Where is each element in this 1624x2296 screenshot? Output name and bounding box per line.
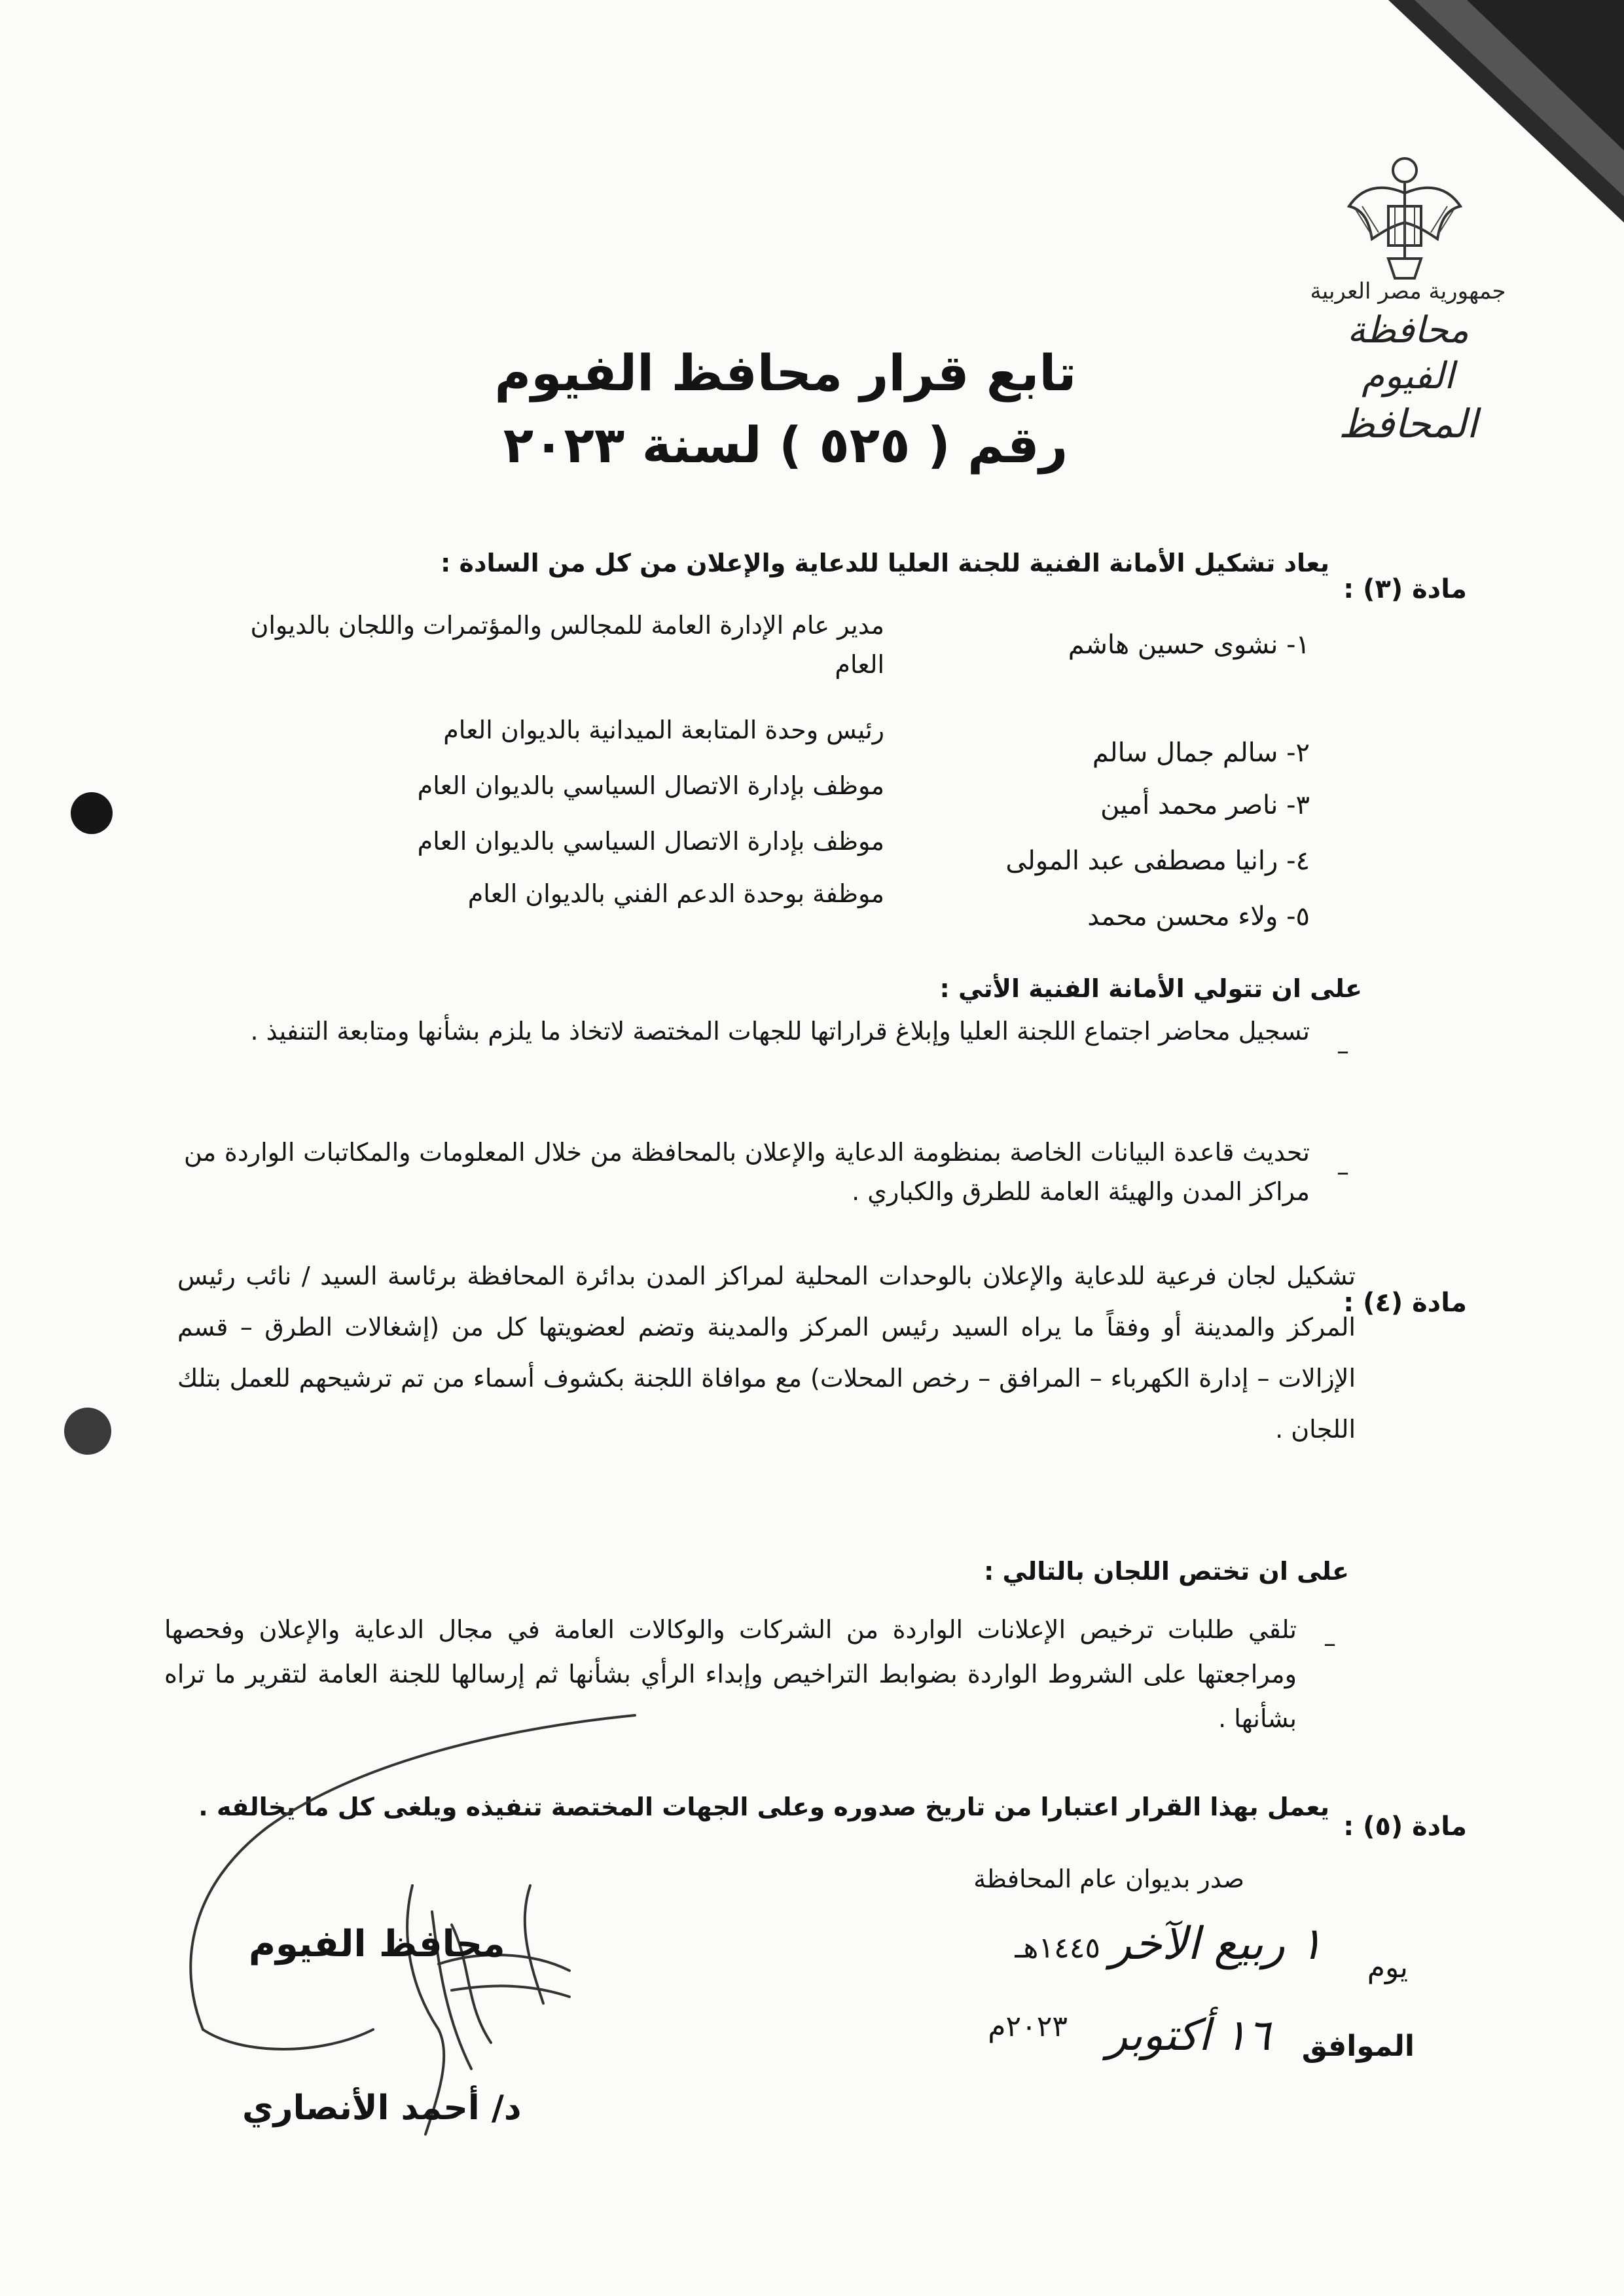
member-name: ٣- ناصر محمد أمين: [1100, 790, 1310, 820]
gregorian-date-handwritten: ١٦ أكتوبر: [1106, 2010, 1271, 2060]
article-4-duties-heading: على ان تختص اللجان بالتالي :: [984, 1557, 1349, 1586]
article-3-label: مادة (٣) :: [1343, 574, 1467, 604]
member-name: ٥- ولاء محسن محمد: [1087, 902, 1310, 932]
duty-item: تسجيل محاضر اجتماع اللجنة العليا وإبلاغ قراراتها للجهات المختصة لاتخاذ ما يلزم بشأنها ومتابعة التنفيذ .: [250, 1017, 1310, 1046]
member-role: رئيس وحدة المتابعة الميدانية بالديوان العام: [443, 716, 884, 744]
eagle-emblem-icon: [1343, 147, 1467, 285]
hijri-date-handwritten: ١ ربيع الآخر: [1110, 1918, 1323, 1970]
decree-title: تابع قرار محافظ الفيوم: [494, 344, 1077, 402]
member-role: موظف بإدارة الاتصال السياسي بالديوان العام: [417, 827, 884, 856]
member-role: موظف بإدارة الاتصال السياسي بالديوان العام: [417, 771, 884, 800]
member-name: ٤- رانيا مصطفى عبد المولى: [1005, 846, 1310, 876]
letterhead-governorate: محافظة الفيوم: [1347, 309, 1469, 397]
gregorian-year: ٢٠٢٣م: [988, 2010, 1068, 2043]
bullet-dash: –: [1337, 1036, 1349, 1065]
punch-hole: [71, 792, 113, 834]
governor-title: محافظ الفيوم: [249, 1923, 505, 1965]
member-role: مدير عام الإدارة العامة للمجالس والمؤتمرات واللجان بالديوان العام: [250, 611, 884, 679]
duty-item: تحديث قاعدة البيانات الخاصة بمنظومة الدعاية والإعلان بالمحافظة من خلال المعلومات والمكاتبات الواردة من مراكز المدن والهيئة العامة للطرق والكباري .: [184, 1138, 1310, 1206]
member-name: ٢- سالم جمال سالم: [1092, 738, 1310, 768]
punch-hole: [64, 1408, 111, 1455]
article-3-intro: يعاد تشكيل الأمانة الفنية للجنة العليا للدعاية والإعلان من كل من السادة :: [441, 549, 1329, 577]
article-5-text: يعمل بهذا القرار اعتبارا من تاريخ صدوره وعلى الجهات المختصة تنفيذه ويلغى كل ما يخالفه .: [198, 1793, 1329, 1821]
gregorian-label: الموافق: [1301, 2030, 1415, 2063]
member-role: موظفة بوحدة الدعم الفني بالديوان العام: [467, 879, 884, 908]
decree-number: رقم ( ٥٢٥ ) لسنة ٢٠٢٣: [503, 416, 1068, 474]
article-5-label: مادة (٥) :: [1343, 1812, 1467, 1842]
article-4-text: تشكيل لجان فرعية للدعاية والإعلان بالوحدات المحلية لمراكز المدن بدائرة المحافظة برئاسة السيد / نائب رئيس المركز والمدينة أو وفقاً ما يراه السيد رئيس المركز والمدينة وتضم لعضويتها كل من (إشغالات الطرق – قسم الإزالات – إدارة الكهرباء – المرافق – رخص المحلات) مع موافاة اللجنة بكشوف أسماء من تم ترشيحهم للعمل بتلك اللجان .: [177, 1262, 1356, 1444]
article-3-duties-heading: على ان تتولي الأمانة الفنية الأتي :: [939, 974, 1362, 1003]
member-name: ١- نشوى حسين هاشم: [1068, 630, 1310, 660]
duty-item: تلقي طلبات ترخيص الإعلانات الواردة من الشركات والوكالات العامة في مجال الدعاية والإعلان وفحصها ومراجعتها على الشروط الواردة بضوابط التراخيص وإبداء الرأي بشأنها ثم إرسالها للجنة العامة لتقرير ما تراه بشأنها .: [164, 1615, 1297, 1733]
issued-line: صدر بديوان عام المحافظة: [973, 1865, 1244, 1893]
hijri-year: ١٤٤٥هـ: [1015, 1931, 1100, 1965]
letterhead-country: جمهورية مصر العربية: [1310, 278, 1506, 304]
bullet-dash: –: [1324, 1629, 1336, 1658]
issued-day-label: يوم: [1367, 1951, 1408, 1984]
article-4-label: مادة (٤) :: [1343, 1288, 1467, 1318]
bullet-dash: –: [1337, 1157, 1349, 1186]
letterhead-office: المحافظ: [1338, 401, 1478, 447]
letterhead: [1310, 275, 1506, 449]
governor-name: د/ أحمد الأنصاري: [242, 2088, 522, 2128]
